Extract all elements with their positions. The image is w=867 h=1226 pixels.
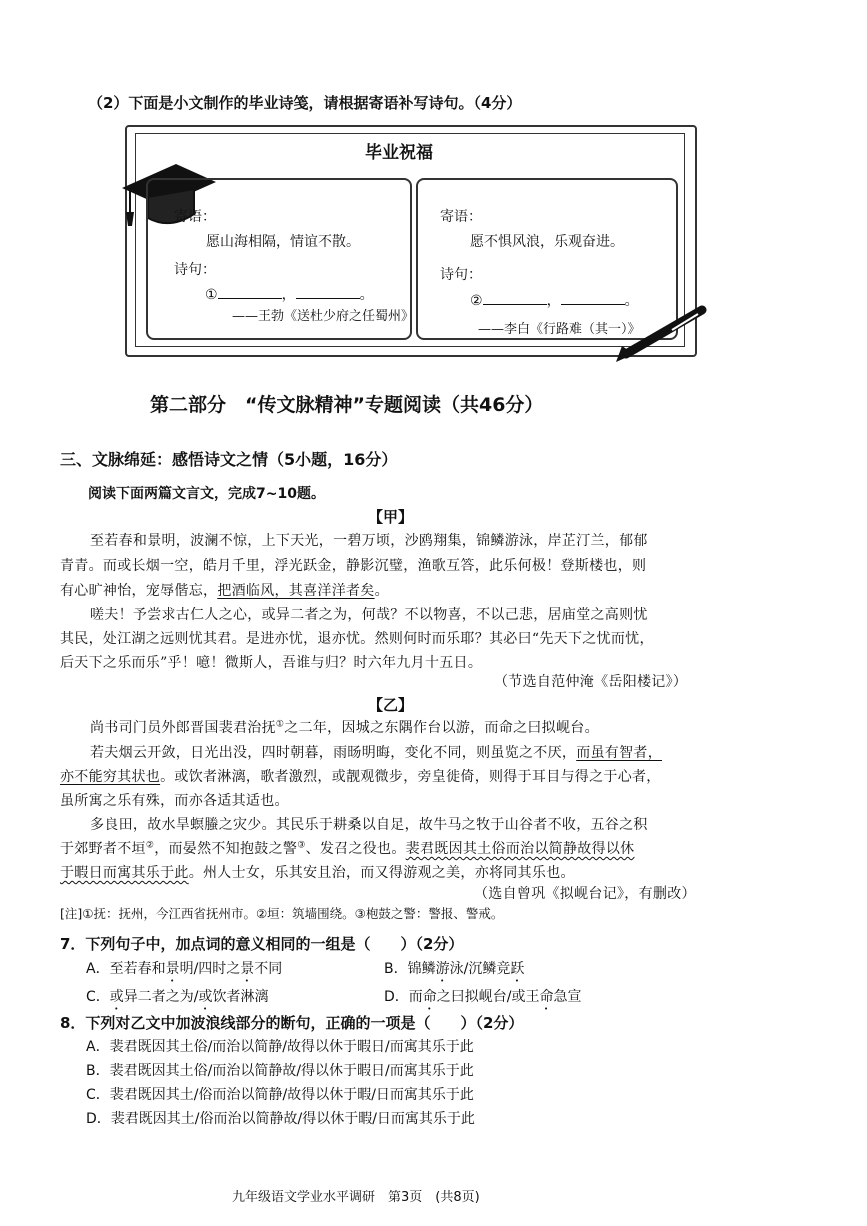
yi-line-3-rest: 。或饮者淋漓，歌者激烈，或靓观微步，旁皇徙倚，则得于耳目与得之于心者，: [160, 769, 661, 785]
yi-line-3: [60, 766, 661, 786]
jia-line-6: 后天下之乐而乐”乎！噫！微斯人，吾谁与归？时六年九月十五日。: [60, 655, 483, 671]
reading-instruction: 阅读下面两篇文言文，完成7~10题。: [88, 486, 325, 502]
page-footer: 九年级语文学业水平调研 第3页 (共8页): [232, 1190, 480, 1205]
q8-option-b[interactable]: B．裴君既因其土俗/而治以简静故/得以休于暇日/而寓其乐于此: [86, 1063, 474, 1079]
jia-underlined-sentence: 把酒临风，其喜洋洋者矣: [217, 583, 375, 599]
yi-line-6: [60, 838, 634, 858]
q7-a-pre: A．至若春和: [86, 961, 166, 977]
left-poem-label: 诗句：: [174, 262, 216, 278]
left-blank-1[interactable]: [218, 284, 282, 299]
yi-line-2: [90, 742, 662, 762]
q7-c-dotted-1: 或: [109, 989, 124, 1005]
yi-source: （选自曾巩《拟岘台记》，有删改）: [474, 886, 696, 902]
q7-option-a[interactable]: [86, 958, 282, 985]
q7-a-mid: 明/四时之: [179, 961, 241, 977]
note-ref-1: ①: [275, 719, 285, 730]
left-greeting-label: 寄语：: [174, 209, 216, 225]
passage-yi-heading: 【乙】: [368, 696, 414, 714]
q7-c-post: 饮者淋漓: [212, 989, 269, 1005]
section-title: 三、文脉绵延：感悟诗文之情（5小题，16分）: [60, 450, 398, 469]
question-8-stem: 8．下列对乙文中加波浪线部分的断句，正确的一项是（ ）（2分）: [60, 1014, 524, 1032]
right-greeting: 愿不惧风浪，乐观奋进。: [470, 234, 624, 250]
q7-a-dotted-1: 景: [165, 961, 180, 977]
q7-b-mid: 泳/沉鳞竞: [449, 961, 511, 977]
q7-a-post: 不同: [254, 961, 283, 977]
jia-line-3: [60, 580, 389, 600]
yi-line-6-text: 于郊野者不垣: [60, 841, 146, 857]
yi-line-1-text: 尚书司门员外郎晋国裴君治抚: [90, 720, 276, 736]
yi-underlined-part-1: 而虽有智者，: [576, 745, 663, 761]
jia-line-3-end: 。: [374, 583, 389, 599]
card-title: 毕业祝福: [365, 143, 433, 163]
right-greeting-label: 寄语：: [440, 209, 482, 225]
q7-d-pre: D．而: [384, 989, 423, 1005]
q7-d-post: 急宣: [553, 989, 582, 1005]
yi-line-5: 多良田，故水旱螟螣之灾少。其民乐于耕桑以自足，故牛马之牧于山谷者不收，五谷之积: [90, 817, 648, 833]
q7-c-dotted-2: 或: [198, 989, 213, 1005]
right-blank-1[interactable]: [483, 290, 547, 305]
note-ref-2: ②: [145, 840, 155, 851]
yi-wavy-part-2: 于暇日而寓其乐于此: [60, 865, 189, 881]
q7-b-pre: B．锦鳞: [384, 961, 436, 977]
yi-line-4: 虽所寓之乐有殊，而亦各适其适也。: [60, 793, 289, 809]
yi-line-1: [90, 717, 599, 737]
jia-line-2: 青青。而或长烟一空，皓月千里，浮光跃金，静影沉璧，渔歌互答，此乐何极！登斯楼也，则: [60, 558, 647, 574]
q7-d-mid: 之曰拟岘台/或王: [436, 989, 540, 1005]
pen-icon: [612, 300, 712, 364]
question-7-stem: 7．下列句子中，加点词的意义相同的一组是（ ）（2分）: [60, 935, 464, 953]
q8-option-a[interactable]: A．裴君既因其土俗/而治以简静/故得以休于暇日/而寓其乐于此: [86, 1039, 474, 1055]
q7-c-pre: C．: [86, 989, 110, 1005]
q7-a-dotted-2: 景: [240, 961, 255, 977]
jia-line-3-text: 有心旷神怡，宠辱偕忘，: [60, 583, 218, 599]
q8-option-d[interactable]: D．裴君既因其土/俗而治以简静故/得以休于暇/日而寓其乐于此: [86, 1111, 475, 1127]
right-poem-label: 诗句：: [440, 267, 482, 283]
jia-line-5: 其民，处江湖之远则忧其君。是进亦忧，退亦忧。然则何时而乐耶？其必曰“先天下之忧而忧，: [60, 631, 654, 647]
left-greeting: 愿山海相隔，情谊不散。: [206, 234, 360, 250]
yi-line-1-rest: 之二年，因城之东隅作台以游，而命之曰拟岘台。: [284, 720, 599, 736]
jia-line-1: 至若春和景明，波澜不惊，上下天光，一碧万顷，沙鸥翔集，锦鳞游泳，岸芷汀兰，郁郁: [90, 533, 648, 549]
jia-source: （节选自范仲淹《岳阳楼记》）: [494, 674, 688, 690]
left-blank-2[interactable]: [296, 284, 360, 299]
q7-d-dotted-1: 命: [422, 989, 437, 1005]
left-blank-number: ①: [205, 287, 218, 303]
q7-option-c[interactable]: [86, 986, 269, 1013]
q7-c-mid: 异二者之为/: [123, 989, 199, 1005]
yi-line-6-mid2: 、发召之役也。: [305, 841, 406, 857]
left-poem-blanks: ① ， 。: [205, 284, 374, 304]
q7-d-dotted-2: 命: [539, 989, 554, 1005]
right-poem-source: ——李白《行路难（其一）》: [478, 322, 641, 337]
q7-option-d[interactable]: [384, 986, 582, 1013]
left-poem-source: ——王勃《送杜少府之任蜀州》: [232, 309, 415, 324]
q7-b-dotted-2: 跃: [510, 961, 525, 977]
part-title: 第二部分 “传文脉精神”专题阅读（共46分）: [150, 394, 544, 416]
yi-line-6-mid: ，而晏然不知抱鼓之警: [154, 841, 298, 857]
yi-underlined-part-2: 亦不能穷其状也: [60, 769, 161, 785]
yi-wavy-part-1: 裴君既因其土俗而治以简静故得以休: [405, 841, 635, 857]
right-poem-blanks: ② ， 。: [470, 290, 639, 310]
yi-line-7: [60, 862, 575, 882]
question-2-intro: （2）下面是小文制作的毕业诗笺，请根据寄语补写诗句。（4分）: [88, 94, 522, 112]
right-blank-number: ②: [470, 293, 483, 309]
q7-option-b[interactable]: [384, 958, 524, 985]
note-ref-3: ③: [297, 840, 306, 851]
q7-b-dotted-1: 游: [435, 961, 450, 977]
yi-line-7-rest: 。州人士女，乐其安且治，而又得游观之美，亦将同其乐也。: [188, 865, 575, 881]
passage-jia-heading: 【甲】: [368, 508, 414, 526]
yi-footnote: [注]①抚：抚州，今江西省抚州市。②垣：筑墙围绕。③枹鼓之警：警报、警戒。: [60, 906, 504, 921]
q8-option-c[interactable]: C．裴君既因其土/俗而治以简静/故得以休于暇/日而寓其乐于此: [86, 1087, 474, 1103]
jia-line-4: 嗟夫！予尝求古仁人之心，或异二者之为，何哉？不以物喜，不以己悲，居庙堂之高则忧: [90, 607, 648, 623]
yi-line-2-text: 若夫烟云开敛，日光出没，四时朝暮，雨旸明晦，变化不同，则虽览之不厌，: [90, 745, 577, 761]
